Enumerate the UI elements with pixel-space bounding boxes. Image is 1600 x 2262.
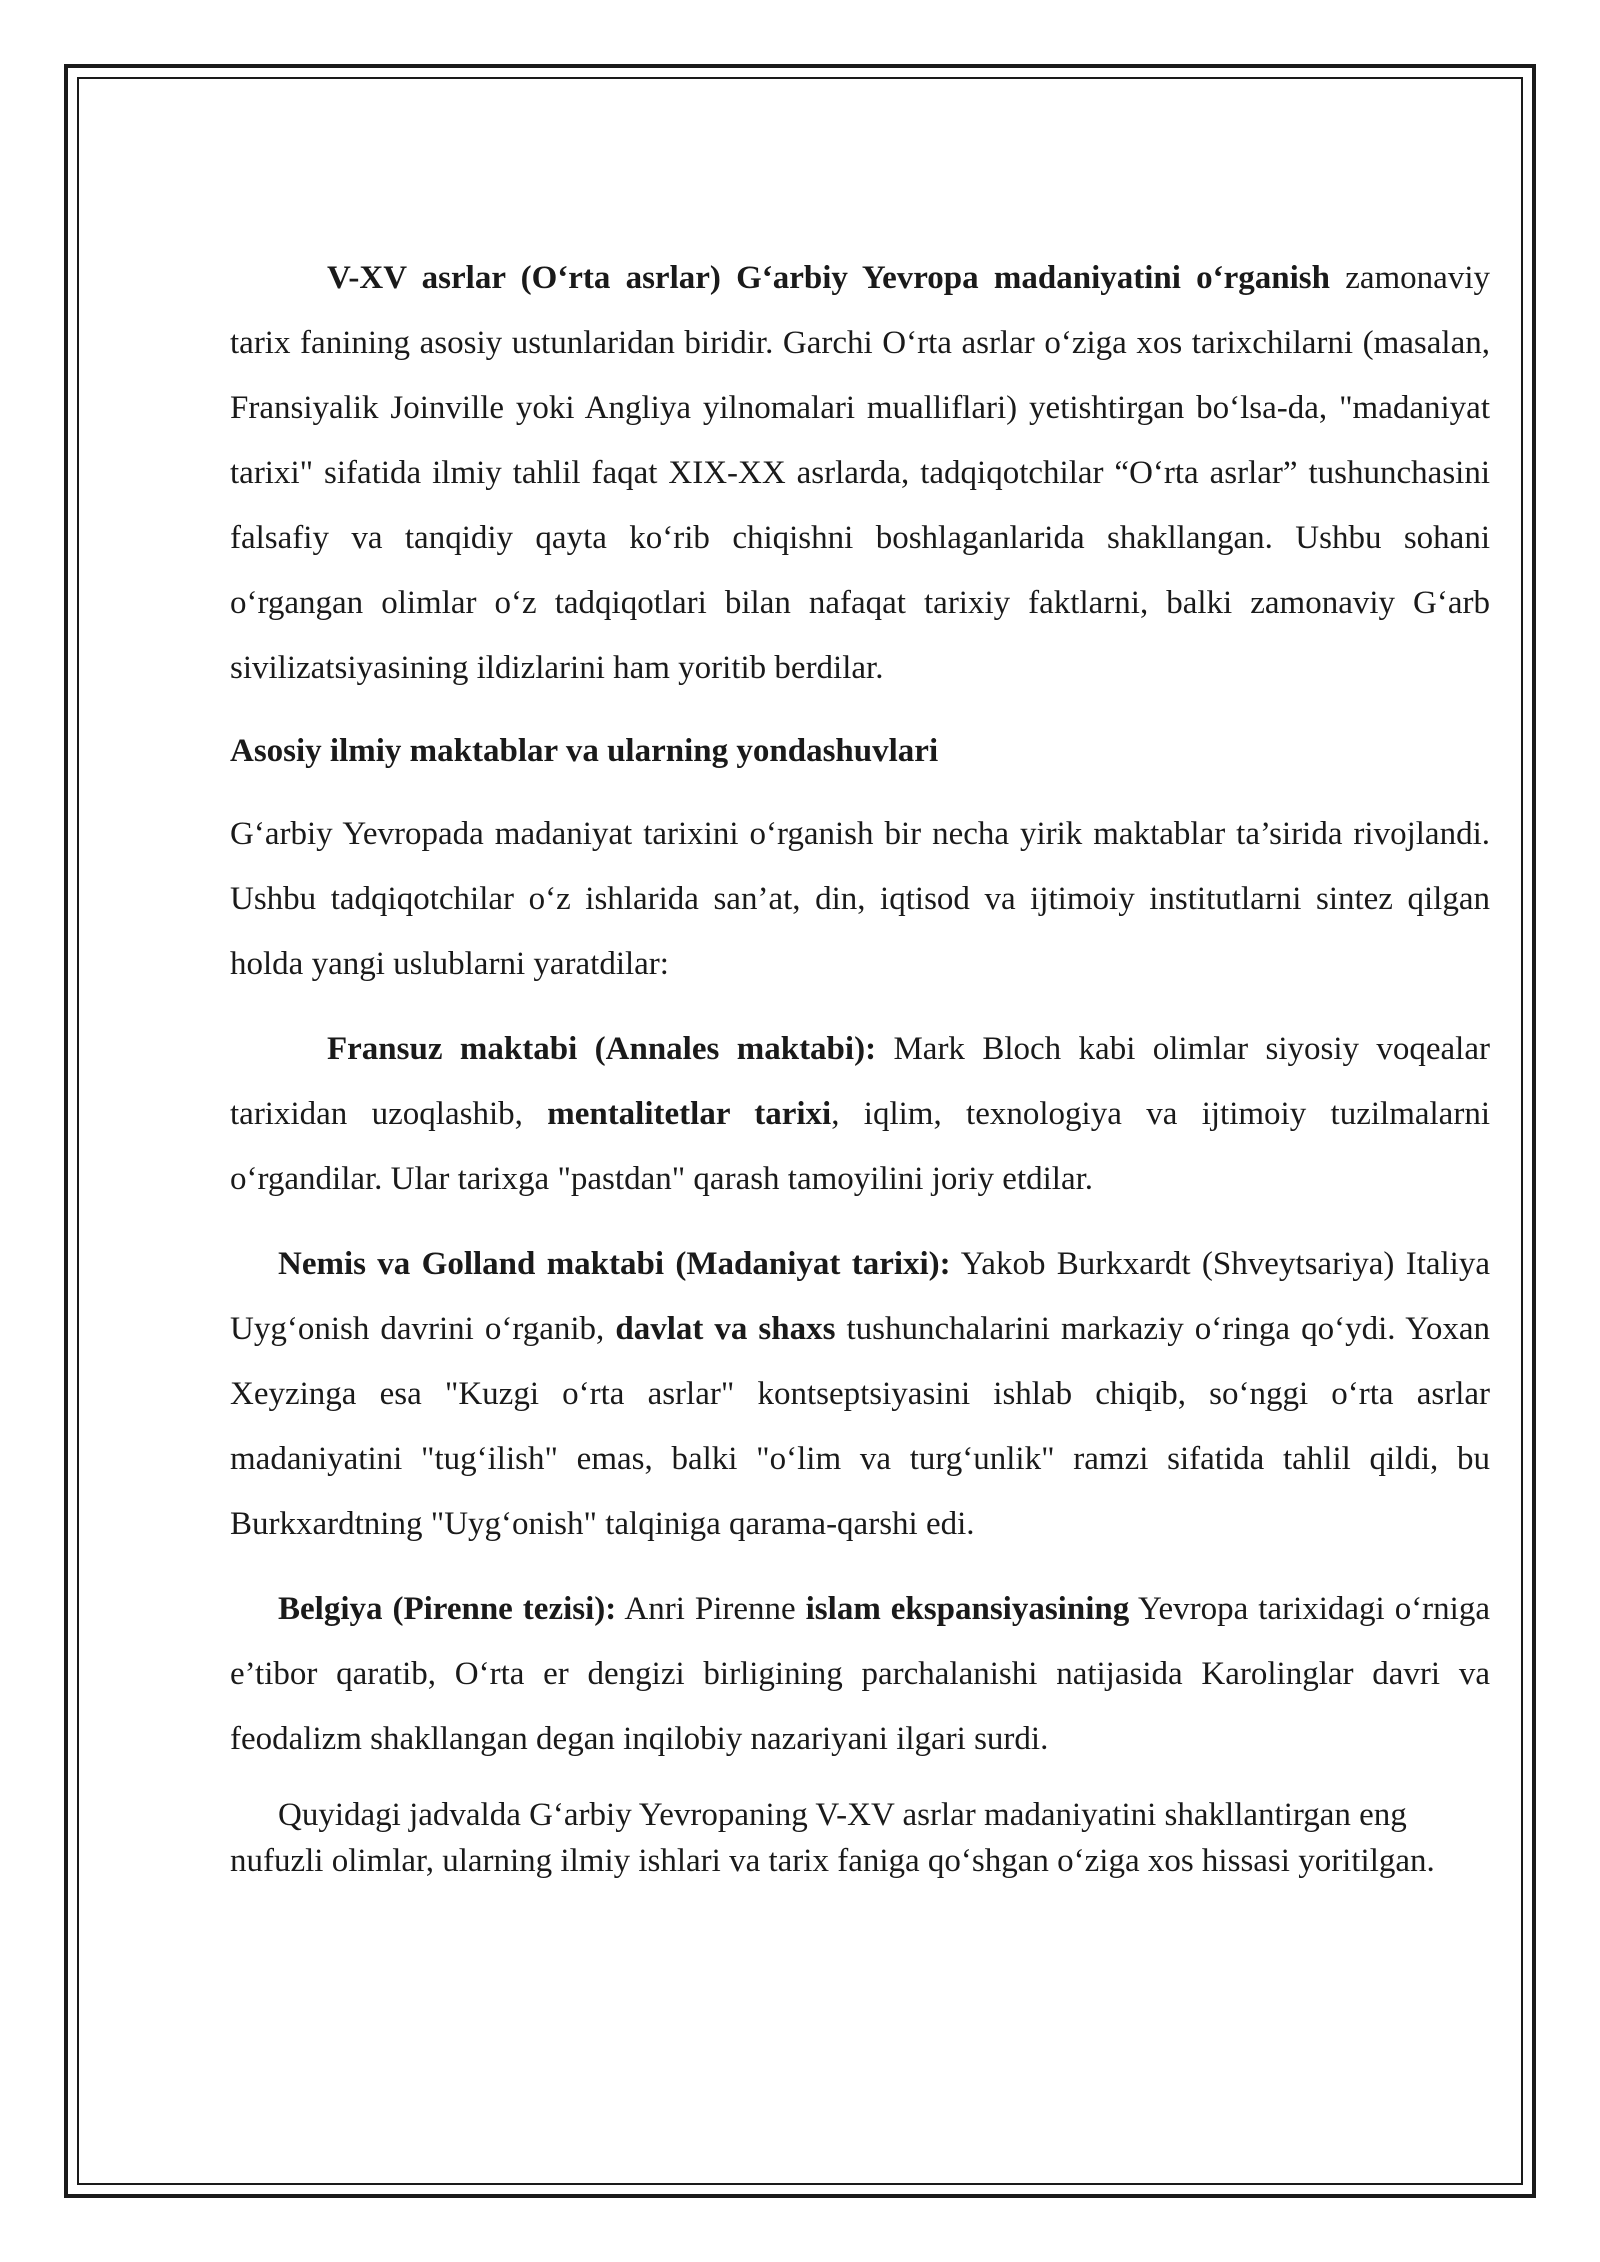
school-text-german-dutch-a: Yakob Burkxardt (Shveytsariya) Italiya Uyg‘onish davrini o‘rganib, (230, 1246, 1490, 1347)
intro-paragraph (230, 246, 1490, 701)
closing-paragraph: Quyidagi jadvalda G‘arbiy Yevropaning V-XV asrlar madaniyatini shakllantirgan eng nufuzli olimlar, ularning ilmiy ishlari va tarix faniga qo‘shgan o‘ziga xos hissasi yoritilgan. (230, 1797, 1435, 1879)
school-paragraph-german-dutch (230, 1232, 1490, 1557)
school-emphasis-annales: mentalitetlar tarixi (547, 1096, 832, 1132)
school-text-belgium-a: Anri Pirenne (616, 1591, 806, 1627)
section-heading: Asosiy ilmiy maktablar va ularning yondashuvlari (230, 733, 939, 769)
school-text-annales-a: Mark Bloch kabi olimlar siyosiy voqealar tarixidan uzoqlashib, (230, 1031, 1490, 1132)
school-title-belgium: Belgiya (Pirenne tezisi): (278, 1591, 617, 1627)
school-title-annales: Fransuz maktabi (Annales maktabi): (327, 1031, 877, 1067)
school-paragraph-belgium (230, 1577, 1490, 1772)
school-title-german-dutch: Nemis va Golland maktabi (Madaniyat tarixi): (278, 1246, 951, 1282)
school-paragraph-annales (230, 1017, 1490, 1212)
document-body (230, 246, 1490, 1884)
school-text-german-dutch-b: tushunchalarini markaziy o‘ringa qo‘ydi. Yoxan Xeyzinga esa "Kuzgi o‘rta asrlar" kontseptsiyasini ishlab chiqib, so‘nggi o‘rta asrlar madaniyatini "tug‘ilish" emas, balki "o‘lim va turg‘unlik" ramzi sifatida tahlil qildi, bu Burkxardtning "Uyg‘onish" talqiniga qarama-qarshi edi. (230, 1311, 1490, 1542)
school-text-belgium-b: Yevropa tarixidagi o‘rniga e’tibor qaratib, O‘rta er dengizi birligining parchalanishi natijasida Karolinglar davri va feodalizm shakllangan degan inqilobiy nazariyani ilgari surdi. (230, 1591, 1490, 1757)
intro-bold-lead: V-XV asrlar (O‘rta asrlar) G‘arbiy Yevropa madaniyatini o‘rganish (327, 260, 1330, 296)
intro-text: zamonaviy tarix fanining asosiy ustunlaridan biridir. Garchi O‘rta asrlar o‘ziga xos tarixchilarni (masalan, Fransiyalik Joinville yoki Angliya yilnomalari mualliflari) yetishtirgan bo‘lsa-da, "madaniyat tarixi" sifatida ilmiy tahlil faqat XIX-XX asrlarda, tadqiqotchilar “O‘rta asrlar” tushunchasini falsafiy va tanqidiy qayta ko‘rib chiqishni boshlaganlarida shakllangan. Ushbu sohani o‘rgangan olimlar o‘z tadqiqotlari bilan nafaqat tarixiy faktlarni, balki zamonaviy G‘arb sivilizatsiyasining ildizlarini ham yoritib berdilar. (230, 260, 1490, 686)
school-text-annales-b: , iqlim, texnologiya va ijtimoiy tuzilmalarni o‘rgandilar. Ular tarixga "pastdan" qarash tamoyilini joriy etdilar. (230, 1096, 1490, 1197)
school-emphasis-german-dutch: davlat va shaxs (615, 1311, 836, 1347)
section-intro-paragraph: G‘arbiy Yevropada madaniyat tarixini o‘rganish bir necha yirik maktablar ta’sirida rivojlandi. Ushbu tadqiqotchilar o‘z ishlarida san’at, din, iqtisod va ijtimoiy institutlarni sintez qilgan holda yangi uslublarni yaratdilar: (230, 816, 1490, 982)
school-emphasis-belgium: islam ekspansiyasining (805, 1591, 1130, 1627)
